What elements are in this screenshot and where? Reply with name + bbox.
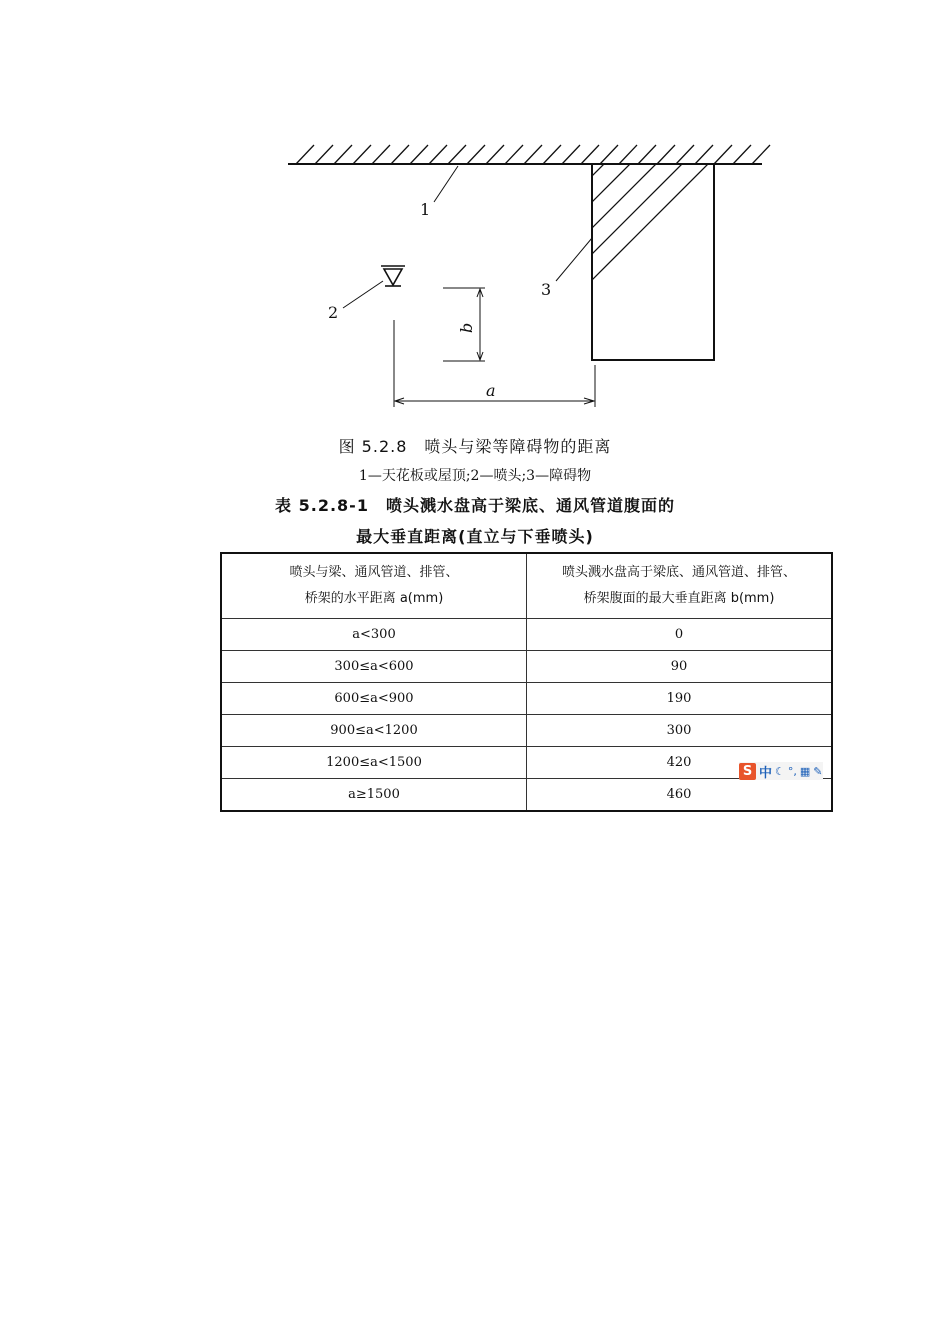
leader-line-1 bbox=[434, 166, 458, 202]
obstacle-hatch-line bbox=[466, 140, 706, 380]
ceiling-hatch-line bbox=[638, 145, 656, 164]
cell-b-value: 90 bbox=[527, 651, 833, 683]
figure-title: 图 5.2.8 喷头与梁等障碍物的距离 bbox=[338, 437, 612, 456]
ceiling-hatch-line bbox=[429, 145, 447, 164]
ceiling-hatch-line bbox=[410, 145, 428, 164]
header-line: 喷头溅水盘高于梁底、通风管道、排管、 bbox=[561, 565, 796, 580]
table-title-line-2: 最大垂直距离(直立与下垂喷头) bbox=[356, 527, 594, 546]
cell-a-range: 600≤a<900 bbox=[221, 683, 527, 715]
label-2: 2 bbox=[328, 303, 339, 322]
ceiling-hatch-line bbox=[676, 145, 694, 164]
obstacle-hatch-line bbox=[440, 140, 680, 380]
table-row bbox=[221, 715, 832, 747]
ceiling-hatch-line bbox=[695, 145, 713, 164]
table-row bbox=[221, 779, 832, 812]
moon-icon[interactable]: ☾ bbox=[775, 764, 785, 778]
obstacle-hatch-line bbox=[232, 140, 472, 380]
ime-logo-icon[interactable]: S bbox=[739, 763, 756, 780]
obstacle-hatch-line bbox=[310, 140, 550, 380]
table-row bbox=[221, 651, 832, 683]
ceiling-hatch-line bbox=[733, 145, 751, 164]
label-1: 1 bbox=[420, 200, 431, 219]
obstacle-hatch-line bbox=[284, 140, 524, 380]
ceiling-hatch-line bbox=[448, 145, 466, 164]
ceiling-hatch-line bbox=[524, 145, 542, 164]
obstacle-hatch-line bbox=[180, 140, 420, 380]
ceiling-hatch-line bbox=[581, 145, 599, 164]
obstacle-beam bbox=[180, 140, 732, 380]
label-a: a bbox=[486, 381, 496, 400]
cell-a-range: a≥1500 bbox=[221, 779, 527, 812]
cell-b-value: 300 bbox=[527, 715, 833, 747]
header-line: 桥架腹面的最大垂直距离 b(mm) bbox=[583, 591, 775, 606]
ime-toolbar[interactable] bbox=[739, 762, 823, 780]
ceiling-hatch-line bbox=[296, 145, 314, 164]
obstacle-hatch-line bbox=[362, 140, 602, 380]
obstacle-hatch-line bbox=[258, 140, 498, 380]
leader-line-3 bbox=[556, 238, 592, 281]
keyboard-icon[interactable]: ▦ bbox=[799, 764, 811, 778]
ceiling-hatch-line bbox=[657, 145, 675, 164]
obstacle-hatch-line bbox=[414, 140, 654, 380]
ceiling-hatch-line bbox=[372, 145, 390, 164]
ceiling-hatch-line bbox=[334, 145, 352, 164]
cell-a-range: a<300 bbox=[221, 619, 527, 651]
leader-line-2 bbox=[343, 281, 383, 308]
punctuation-icon[interactable]: °, bbox=[787, 764, 797, 778]
ceiling-hatch-line bbox=[505, 145, 523, 164]
cell-b-value: 420 bbox=[527, 747, 833, 779]
sprinkler-obstacle-diagram bbox=[0, 0, 950, 430]
table-title-line-1: 表 5.2.8-1 喷头溅水盘高于梁底、通风管道腹面的 bbox=[275, 496, 675, 515]
ceiling-hatch-line bbox=[752, 145, 770, 164]
obstacle-hatch-line bbox=[206, 140, 446, 380]
ime-language-toggle[interactable]: 中 bbox=[759, 765, 773, 781]
table-row bbox=[221, 683, 832, 715]
sprinkler-icon bbox=[381, 266, 405, 286]
table-header-row bbox=[221, 553, 832, 619]
ceiling-hatch-line bbox=[600, 145, 618, 164]
ceiling-hatch-line bbox=[353, 145, 371, 164]
cell-a-range: 1200≤a<1500 bbox=[221, 747, 527, 779]
ceiling-hatch-line bbox=[562, 145, 580, 164]
header-horizontal-distance bbox=[221, 553, 527, 619]
header-line: 喷头与梁、通风管道、排管、 bbox=[289, 565, 459, 580]
ceiling-hatch-line bbox=[714, 145, 732, 164]
figure-legend: 1—天花板或屋顶;2—喷头;3—障碍物 bbox=[358, 468, 592, 484]
label-3: 3 bbox=[541, 280, 552, 299]
cell-b-value: 460 bbox=[527, 779, 833, 812]
header-line: 桥架的水平距离 a(mm) bbox=[304, 591, 444, 606]
ceiling-hatch-line bbox=[619, 145, 637, 164]
obstacle-hatch-line bbox=[336, 140, 576, 380]
cell-a-range: 300≤a<600 bbox=[221, 651, 527, 683]
ceiling-hatch-line bbox=[315, 145, 333, 164]
table-row bbox=[221, 619, 832, 651]
cell-a-range: 900≤a<1200 bbox=[221, 715, 527, 747]
ceiling-hatch-line bbox=[467, 145, 485, 164]
ceiling-hatch-line bbox=[543, 145, 561, 164]
tools-icon[interactable]: ✎ bbox=[813, 764, 823, 778]
ceiling-hatch-line bbox=[391, 145, 409, 164]
obstacle-hatch-line bbox=[492, 140, 732, 380]
cell-b-value: 190 bbox=[527, 683, 833, 715]
cell-b-value: 0 bbox=[527, 619, 833, 651]
label-b: b bbox=[457, 322, 476, 333]
header-vertical-distance bbox=[527, 553, 833, 619]
ceiling bbox=[288, 145, 770, 164]
ceiling-hatch-line bbox=[486, 145, 504, 164]
